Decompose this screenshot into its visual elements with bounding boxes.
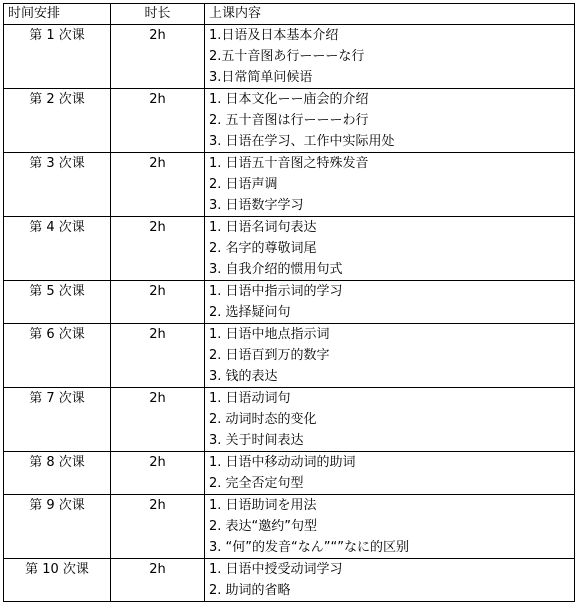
content-item: 3. “何”的发音“なん”“”なに的区别	[209, 540, 409, 555]
session-time: 第 8 次课	[4, 452, 111, 495]
session-time: 第 5 次课	[4, 281, 111, 324]
session-time: 第 9 次课	[4, 495, 111, 559]
session-duration: 2h	[111, 495, 205, 559]
table-row	[4, 217, 575, 281]
session-time: 第 2 次课	[4, 89, 111, 153]
content-item: 1. 日语名词句表达	[209, 220, 317, 235]
session-duration: 2h	[111, 324, 205, 388]
header-duration: 时长	[111, 4, 205, 25]
content-item: 1. 日本文化ーー庙会的介绍	[209, 92, 369, 107]
session-time: 第 4 次课	[4, 217, 111, 281]
table-body	[4, 25, 575, 602]
session-content	[205, 217, 575, 281]
content-item: 2. 动词时态的变化	[209, 412, 317, 427]
session-duration: 2h	[111, 217, 205, 281]
session-content	[205, 495, 575, 559]
content-item: 1. 日语助词を用法	[209, 498, 317, 513]
session-time: 第 7 次课	[4, 388, 111, 452]
content-item: 2. 表达“邀约”句型	[209, 519, 318, 534]
content-item: 2. 日语百到万的数字	[209, 348, 330, 363]
session-content	[205, 153, 575, 217]
table-row	[4, 388, 575, 452]
table-row	[4, 281, 575, 324]
session-duration: 2h	[111, 452, 205, 495]
table-row	[4, 452, 575, 495]
session-time: 第 1 次课	[4, 25, 111, 89]
session-content	[205, 388, 575, 452]
session-time: 第 3 次课	[4, 153, 111, 217]
content-item: 1. 日语中移动动词的助词	[209, 455, 356, 470]
content-item: 3. 钱的表达	[209, 369, 278, 384]
session-content	[205, 559, 575, 602]
content-item: 1. 日语中地点指示词	[209, 327, 330, 342]
content-item: 2. 完全否定句型	[209, 476, 304, 491]
table-row	[4, 89, 575, 153]
session-duration: 2h	[111, 388, 205, 452]
content-item: 3. 日语在学习、工作中实际用处	[209, 134, 395, 149]
content-item: 3. 日语数字学习	[209, 198, 304, 213]
session-duration: 2h	[111, 281, 205, 324]
table-row	[4, 559, 575, 602]
session-content	[205, 25, 575, 89]
session-duration: 2h	[111, 25, 205, 89]
content-item: 1. 日语动词句	[209, 391, 291, 406]
content-item: 2. 日语声调	[209, 177, 278, 192]
content-item: 3. 关于时间表达	[209, 433, 304, 448]
header-content: 上课内容	[205, 4, 575, 25]
content-item: 1.日语及日本基本介绍	[209, 28, 339, 43]
session-time: 第 6 次课	[4, 324, 111, 388]
content-item: 2. 名字的尊敬词尾	[209, 241, 317, 256]
session-duration: 2h	[111, 153, 205, 217]
table-header-row	[4, 4, 575, 25]
content-item: 1. 日语五十音图之特殊发音	[209, 156, 369, 171]
content-item: 2. 选择疑问句	[209, 305, 291, 320]
content-item: 2.五十音图あ行ーーーな行	[209, 49, 365, 64]
content-item: 1. 日语中指示词的学习	[209, 284, 343, 299]
table-row	[4, 153, 575, 217]
table-row	[4, 324, 575, 388]
session-content	[205, 452, 575, 495]
session-content	[205, 324, 575, 388]
table-row	[4, 25, 575, 89]
content-item: 3.日常简单问候语	[209, 70, 313, 85]
session-content	[205, 281, 575, 324]
session-duration: 2h	[111, 89, 205, 153]
course-schedule-table	[3, 3, 575, 602]
header-time: 时间安排	[4, 4, 111, 25]
session-content	[205, 89, 575, 153]
session-duration: 2h	[111, 559, 205, 602]
content-item: 3. 自我介绍的惯用句式	[209, 262, 343, 277]
session-time: 第 10 次课	[4, 559, 111, 602]
table-row	[4, 495, 575, 559]
content-item: 2. 五十音图は行ーーーわ行	[209, 113, 369, 128]
content-item: 1. 日语中授受动词学习	[209, 562, 343, 577]
content-item: 2. 助词的省略	[209, 583, 291, 598]
